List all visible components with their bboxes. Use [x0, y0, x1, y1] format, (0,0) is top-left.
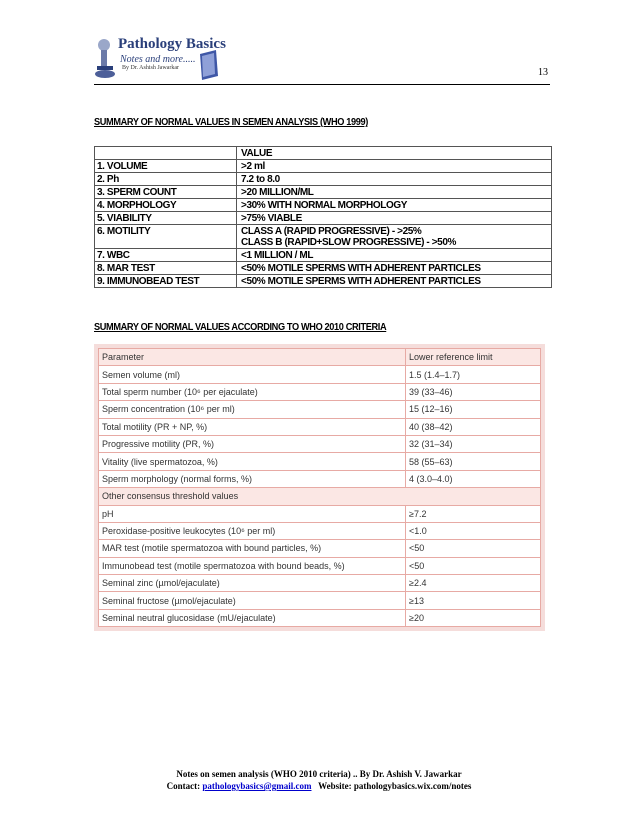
- limit-cell: 32 (31–34): [406, 435, 541, 452]
- section1-heading: SUMMARY OF NORMAL VALUES IN SEMEN ANALYSIS (WHO 1999): [94, 117, 368, 128]
- parameter-cell: Vitality (live spermatozoa, %): [99, 453, 406, 470]
- value-cell: [237, 275, 552, 288]
- parameter-cell: Seminal neutral glucosidase (mU/ejaculate): [99, 609, 406, 626]
- footer-credit: Notes on semen analysis (WHO 2010 criteria) .. By Dr. Ashish V. Jawarkar: [176, 769, 462, 779]
- value-line: >30% WITH NORMAL MORPHOLOGY: [241, 200, 407, 211]
- table-row: [99, 418, 541, 435]
- logo-author: By Dr. Ashish Jawarkar: [122, 65, 179, 71]
- table-row: [99, 470, 541, 487]
- table-row: [99, 383, 541, 400]
- table-row: [95, 199, 552, 212]
- parameter-cell: Total motility (PR + NP, %): [99, 418, 406, 435]
- value-line: <50% MOTILE SPERMS WITH ADHERENT PARTICLES: [241, 263, 481, 274]
- table-row: [95, 173, 552, 186]
- parameter-cell: Semen volume (ml): [99, 366, 406, 383]
- table-row: [95, 249, 552, 262]
- limit-cell: ≥2.4: [406, 575, 541, 592]
- table-row: [99, 575, 541, 592]
- email-link[interactable]: pathologybasics@gmail.com: [202, 781, 312, 791]
- value-cell: [237, 199, 552, 212]
- value-line: 7.2 to 8.0: [241, 174, 280, 185]
- limit-header: Lower reference limit: [406, 349, 541, 366]
- value-cell: [237, 225, 552, 249]
- parameter-cell: Immunobead test (motile spermatozoa with bound beads, %): [99, 557, 406, 574]
- website-label: Website:: [318, 781, 352, 791]
- table-row: [99, 557, 541, 574]
- consensus-label: Other consensus threshold values: [99, 488, 541, 505]
- header-rule: [94, 84, 550, 85]
- logo-subtitle: Notes and more.....: [120, 54, 196, 65]
- limit-cell: ≥20: [406, 609, 541, 626]
- limit-cell: 1.5 (1.4–1.7): [406, 366, 541, 383]
- footer-contact: [0, 781, 638, 791]
- value-cell: [237, 173, 552, 186]
- table-row: [99, 592, 541, 609]
- contact-label: Contact:: [166, 781, 201, 791]
- table-row: [99, 401, 541, 418]
- limit-cell: 58 (55–63): [406, 453, 541, 470]
- parameter-cell: 8. MAR TEST: [95, 262, 237, 275]
- value-line: CLASS A (RAPID PROGRESSIVE) - >25%: [241, 226, 422, 237]
- limit-cell: ≥13: [406, 592, 541, 609]
- parameter-cell: Peroxidase-positive leukocytes (10⁶ per ml): [99, 522, 406, 539]
- limit-cell: 39 (33–46): [406, 383, 541, 400]
- who-1999-table: [94, 146, 552, 288]
- value-cell: [237, 249, 552, 262]
- parameter-cell: 5. VIABILITY: [95, 212, 237, 225]
- parameter-cell: 4. MORPHOLOGY: [95, 199, 237, 212]
- value-line: CLASS B (RAPID+SLOW PROGRESSIVE) - >50%: [241, 237, 456, 248]
- microscope-icon: [94, 36, 118, 80]
- table-row: [95, 262, 552, 275]
- parameter-cell: 1. VOLUME: [95, 160, 237, 173]
- table-row: [99, 453, 541, 470]
- website-text: pathologybasics.wix.com/notes: [353, 781, 472, 791]
- who-2010-table: [98, 348, 541, 627]
- limit-cell: 4 (3.0–4.0): [406, 470, 541, 487]
- table-row: [99, 505, 541, 522]
- table-header-row: [95, 147, 552, 160]
- table-row: [99, 609, 541, 626]
- table-row: [95, 160, 552, 173]
- parameter-cell: Total sperm number (10⁶ per ejaculate): [99, 383, 406, 400]
- parameter-cell: MAR test (motile spermatozoa with bound particles, %): [99, 540, 406, 557]
- parameter-cell: 6. MOTILITY: [95, 225, 237, 249]
- section2-heading: SUMMARY OF NORMAL VALUES ACCORDING TO WHO 2010 CRITERIA: [94, 322, 387, 333]
- value-line: <50% MOTILE SPERMS WITH ADHERENT PARTICLES: [241, 276, 481, 287]
- table-cell: [95, 147, 237, 160]
- value-line: <1 MILLION / ML: [241, 250, 314, 261]
- parameter-cell: Sperm morphology (normal forms, %): [99, 470, 406, 487]
- parameter-cell: Seminal zinc (µmol/ejaculate): [99, 575, 406, 592]
- value-line: >20 MILLION/ML: [241, 187, 314, 198]
- consensus-header-row: [99, 488, 541, 505]
- parameter-cell: Sperm concentration (10⁶ per ml): [99, 401, 406, 418]
- value-cell: [237, 262, 552, 275]
- table-header-row: [99, 349, 541, 366]
- limit-cell: 40 (38–42): [406, 418, 541, 435]
- book-icon: [198, 50, 220, 80]
- parameter-cell: 9. IMMUNOBEAD TEST: [95, 275, 237, 288]
- parameter-cell: pH: [99, 505, 406, 522]
- value-line: >75% VIABLE: [241, 213, 302, 224]
- column-header: VALUE: [237, 147, 552, 160]
- who-2010-table-image: [94, 344, 545, 631]
- limit-cell: ≥7.2: [406, 505, 541, 522]
- logo-title: Pathology Basics: [118, 36, 226, 52]
- limit-cell: 15 (12–16): [406, 401, 541, 418]
- parameter-header: Parameter: [99, 349, 406, 366]
- page-number: 13: [538, 67, 548, 78]
- value-cell: [237, 212, 552, 225]
- limit-cell: <1.0: [406, 522, 541, 539]
- parameter-cell: 3. SPERM COUNT: [95, 186, 237, 199]
- logo: [94, 36, 224, 82]
- parameter-cell: Progressive motility (PR, %): [99, 435, 406, 452]
- parameter-cell: Seminal fructose (µmol/ejaculate): [99, 592, 406, 609]
- table-row: [95, 225, 552, 249]
- table-row: [99, 435, 541, 452]
- value-cell: [237, 186, 552, 199]
- value-cell: [237, 160, 552, 173]
- limit-cell: <50: [406, 557, 541, 574]
- table-row: [95, 186, 552, 199]
- table-row: [95, 212, 552, 225]
- limit-cell: <50: [406, 540, 541, 557]
- table-row: [99, 522, 541, 539]
- parameter-cell: 2. Ph: [95, 173, 237, 186]
- table-row: [99, 540, 541, 557]
- table-row: [95, 275, 552, 288]
- parameter-cell: 7. WBC: [95, 249, 237, 262]
- value-line: >2 ml: [241, 161, 265, 172]
- table-row: [99, 366, 541, 383]
